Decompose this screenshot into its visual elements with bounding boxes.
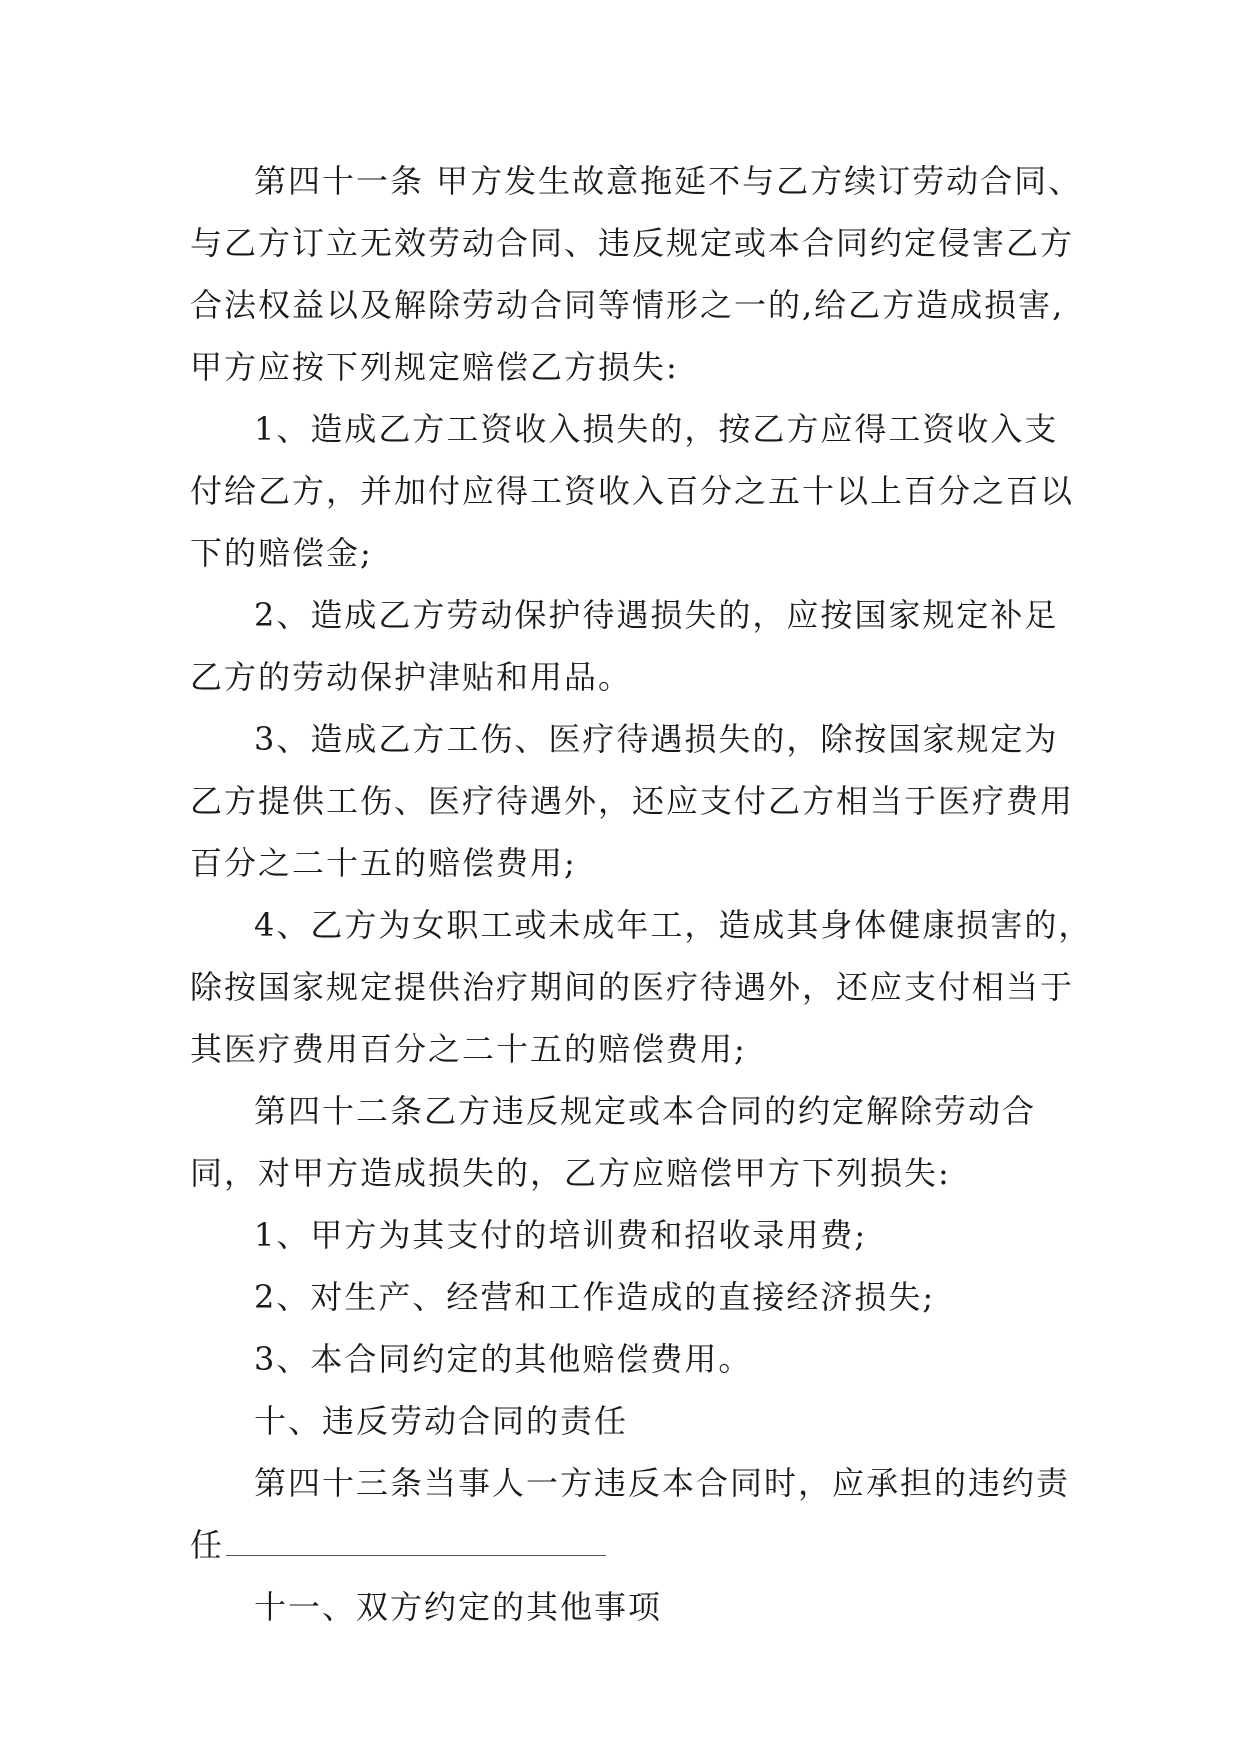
text-line: 除按国家规定提供治疗期间的医疗待遇外，还应支付相当于 [190,968,1075,1006]
text-line: 第四十一条 甲方发生故意拖延不与乙方续订劳动合同、 [254,162,1083,200]
text-line: 乙方的劳动保护津贴和用品。 [190,658,633,696]
text-line: 第四十二条乙方违反规定或本合同的约定解除劳动合 [254,1092,1037,1130]
text-line: 3、本合同约定的其他赔偿费用。 [254,1340,753,1378]
text-line: 2、对生产、经营和工作造成的直接经济损失; [254,1278,936,1316]
text-line: 百分之二十五的赔偿费用; [190,844,577,882]
text-line: 第四十三条当事人一方违反本合同时，应承担的违约责 [254,1464,1071,1502]
text-line: 1、造成乙方工资收入损失的，按乙方应得工资收入支 [254,410,1059,448]
text-line: 合法权益以及解除劳动合同等情形之一的,给乙方造成损害, [190,286,1065,324]
text-line: 乙方提供工伤、医疗待遇外，还应支付乙方相当于医疗费用 [190,782,1075,820]
text-line: 其医疗费用百分之二十五的赔偿费用; [190,1030,747,1068]
text-fragment: 任 [190,1526,225,1564]
section-heading: 十一、双方约定的其他事项 [254,1588,663,1626]
text-line: 同，对甲方造成损失的，乙方应赔偿甲方下列损失: [190,1154,951,1192]
text-line: 甲方应按下列规定赔偿乙方损失: [190,348,679,386]
text-line-with-blank [190,1514,1070,1576]
document-page [190,150,1093,1638]
text-line: 下的赔偿金; [190,534,373,572]
text-line: 3、造成乙方工伤、医疗待遇损失的，除按国家规定为 [254,720,1059,758]
text-line: 与乙方订立无效劳动合同、违反规定或本合同约定侵害乙方 [190,224,1075,262]
fill-in-blank [226,1525,606,1556]
text-line: 4、乙方为女职工或未成年工，造成其身体健康损害的， [254,906,1093,944]
text-line: 2、造成乙方劳动保护待遇损失的，应按国家规定补足 [254,596,1059,634]
text-line: 1、甲方为其支付的培训费和招收录用费; [254,1216,868,1254]
text-line: 付给乙方，并加付应得工资收入百分之五十以上百分之百以 [190,472,1075,510]
section-heading: 十、违反劳动合同的责任 [254,1402,629,1440]
